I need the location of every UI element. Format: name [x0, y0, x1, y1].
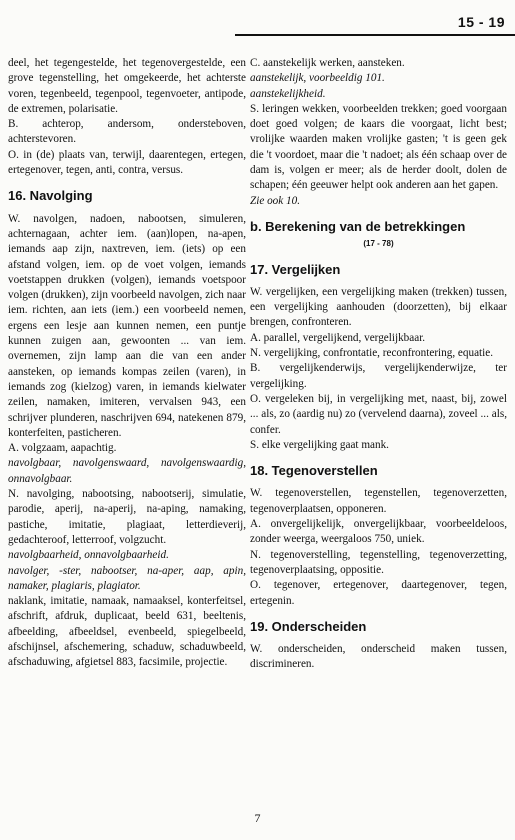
- section-heading-onderscheiden: 19. Onderscheiden: [250, 618, 367, 634]
- subsection-heading-berekening: b. Berekening van de betrekkingen: [250, 218, 466, 234]
- entry-text: N. navolging, nabootsing, nabootserij, simulatie, parodie, aperij, na-aperij, na-aping, namaking, pastiche, imitatie, plagiaat, letterdieverij, gedachteroof, letterroof, volgzucht.: [8, 488, 246, 546]
- cross-reference: Zie ook 10.: [250, 194, 301, 207]
- entry-text: navolgbaar, navolgenswaard, navolgenswaardig, onnavolgbaar.: [8, 457, 246, 485]
- right-column: [250, 56, 507, 673]
- entry-text: S. elke vergelijking gaat mank.: [250, 438, 389, 451]
- entry-text: W. onderscheiden, onderscheid maken tussen, discrimineren.: [250, 643, 507, 671]
- entry-text: aanstekelijkheid.: [250, 87, 326, 100]
- entry-text: O. tegenover, ertegenover, daartegenover, tegen, ertegenin.: [250, 579, 507, 607]
- entry-text: B. vergelijkenderwijs, vergelijkenderwijze, ter vergelijking.: [250, 362, 507, 390]
- entry-text: A. parallel, vergelijkend, vergelijkbaar.: [250, 331, 426, 344]
- entry-text: O. vergeleken bij, in vergelijking met, naast, bij, zowel ... als, zo (aardig nu) zo (vervelend daarna), zoveel ... als, confer.: [250, 392, 507, 436]
- entry-text: C. aanstekelijk werken, aansteken.: [250, 57, 405, 69]
- page-range-folio: 15 - 19: [457, 14, 505, 30]
- section-heading-navolging: 16. Navolging: [8, 188, 93, 204]
- entry-text: aanstekelijk, voorbeeldig 101.: [250, 72, 385, 85]
- subsection-range: (17 - 78): [363, 239, 394, 249]
- page-number: 7: [254, 811, 261, 825]
- entry-text: B. achterop, andersom, ondersteboven, achterstevoren.: [8, 118, 246, 146]
- section-heading-tegenoverstellen: 18. Tegenoverstellen: [250, 463, 378, 479]
- entry-text: A. volgzaam, aapachtig.: [8, 442, 117, 455]
- entry-text: deel, het tegengestelde, het tegenovergestelde, een grove tegenstelling, het omgekeerde, het achterste voren, tegenbeeld, tegenpool, tegenvoeter, antipode, de extremen, polarisatie.: [8, 57, 246, 115]
- entry-text: N. vergelijking, confrontatie, reconfrontering, equatie.: [250, 347, 494, 360]
- entry-text: O. in (de) plaats van, terwijl, daarentegen, ertegen, ertegenover, tegen, anti, contra, versus.: [8, 148, 246, 177]
- entry-text: A. onvergelijkelijk, onvergelijkbaar, voorbeeldeloos, zonder weerga, weergaloos 750, uniek.: [250, 518, 507, 546]
- entry-text: naklank, imitatie, namaak, namaaksel, konterfeitsel, afschrift, afdruk, duplicaat, beeld 631, beeltenis, afbeelding, afbeeldsel, evenbeeld, spiegelbeeld, afschijnsel, afschemering, schaduw, schaduwbeeld, afschaduwing, afgietsel 883, facsimile, projectie.: [8, 595, 246, 669]
- entry-text: navolgbaarheid, onnavolgbaarheid.: [8, 549, 169, 562]
- entry-text: S. leringen wekken, voorbeelden trekken; goed voorgaan doet goed volgen; de kaars die voorgaat, licht best; vrolijke waarden maken vrolijke gasten; 't is geen gek die 't voordoet, maar die 't nadoet; als één schaap over de dam is, volgen er meer; als de herder doolt, dolen de schapen; één geeuwer helpt ook anderen aan het gapen.: [250, 102, 507, 192]
- entry-text: N. tegenoverstelling, tegenstelling, tegenoverzetting, tegenoverplaatsing, oppositie.: [250, 548, 507, 576]
- entry-text: W. tegenoverstellen, tegenstellen, tegenoverzetten, tegenoverplaatsen, opponeren.: [250, 487, 507, 515]
- section-heading-vergelijken: 17. Vergelijken: [250, 261, 341, 277]
- entry-text: W. navolgen, nadoen, nabootsen, simuleren, achternagaan, achter iem. (aan)lopen, na-apen, iemands aap zijn, naxtreven, iem. (iets) op een afstand volgen, iem. op de voet volgen, iemands voetstappen drukken (volgen), iemands voetspoor volgen (drukken), zijn voorbeeld navolgen, zich naar iem. richten, aan iets (iem.) een voorbeeld nemen, ergens een lesje aan kunnen nemen, een puntje kunnen zuigen aan, gewoonten ... van iem. overnemen, zijn lamp aan die van een ander aansteken, op iemands kompas zeilen (varen), in iemands zog (kielzog) varen, in iemands kielwater zeilen, namaken, imiteren, vervalsen 943, een schrijver plunderen, naschrijven 694, natekenen 879, konterfeiten, pasticheren.: [8, 212, 246, 439]
- entry-text: W. vergelijken, een vergelijking maken (trekken) tussen, een vergelijking aanhouden (doorzetten), bij elkaar brengen, confronteren.: [250, 285, 507, 329]
- entry-text: navolger, -ster, nabootser, na-aper, aap, apin, namaker, plagiaris, plagiator.: [8, 564, 246, 592]
- left-column: [8, 56, 246, 671]
- header-rule: [235, 34, 515, 36]
